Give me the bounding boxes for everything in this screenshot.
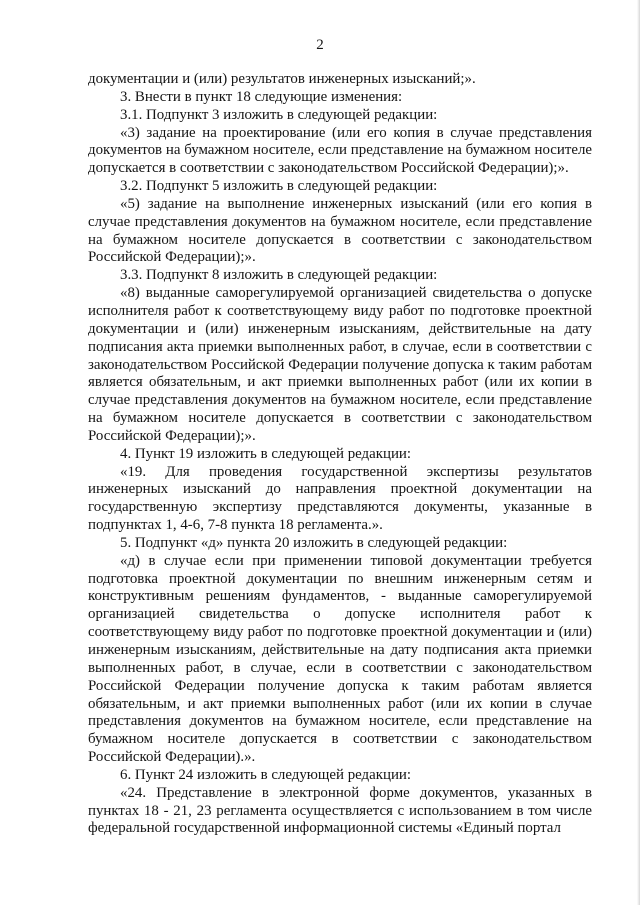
paragraph-item-3-1: 3.1. Подпункт 3 изложить в следующей редакции:: [120, 106, 438, 123]
paragraph-quote-24: «24. Представление в электронной форме документов, указанных в пунктах 18 - 21, 23 регламента осуществляется с использованием в том числе федеральной государственной информационной системы «Единый портал: [88, 784, 592, 837]
paragraph-item-3-3: 3.3. Подпункт 8 изложить в следующей редакции:: [120, 267, 438, 284]
paragraph-item-3: 3. Внести в пункт 18 следующие изменения:: [120, 88, 403, 105]
paragraph-item-5: 5. Подпункт «д» пункта 20 изложить в следующей редакции:: [120, 534, 508, 551]
paragraph-quote-5: «5) задание на выполнение инженерных изысканий (или его копия в случае представления документов на бумажном носителе, если представление на бумажном носителе допускается в соответствии с законодательством Российской Федерации);».: [88, 195, 592, 266]
paragraph-continuation: документации и (или) результатов инженерных изысканий;».: [88, 71, 476, 87]
paragraph-quote-8: «8) выданные саморегулируемой организацией свидетельства о допуске исполнителя работ к соответствующему виду работ по подготовке проектной документации и (или) инженерным изысканиям, действительные на дату подписания акта приемки выполненных работ, в случае, если в соответствии с законодательством Российской Федерации получение допуска к таким работам является обязательным, и акт приемки выполненных работ (или их копии в случае представления документов на бумажном носителе, если представление на бумажном носителе допускается в соответствии с законодательством Российской Федерации);».: [88, 285, 592, 444]
paragraph-item-4: 4. Пункт 19 изложить в следующей редакции:: [120, 445, 412, 462]
page-number: 2: [316, 37, 324, 53]
paragraph-quote-3: «3) задание на проектирование (или его копия в случае представления документов на бумажном носителе, если представление на бумажном носителе допускается в соответствии с законодательством Российской Федерации);».: [88, 124, 592, 177]
paragraph-item-3-2: 3.2. Подпункт 5 изложить в следующей редакции:: [120, 178, 438, 195]
paragraph-quote-19: «19. Для проведения государственной экспертизы результатов инженерных изысканий до направления проектной документации на государственную экспертизу представляются документы, указанные в подпунктах 1, 4-6, 7-8 пункта 18 регламента.».: [88, 463, 592, 534]
paragraph-item-6: 6. Пункт 24 изложить в следующей редакции:: [120, 766, 412, 783]
paragraph-quote-d: «д) в случае если при применении типовой документации требуется подготовка проектной документации по внешним инженерным сетям и конструктивным решениям фундаментов, - выданные саморегулируемой организацией свидетельства о допуске исполнителя работ к соответствующему виду работ по подготовке проектной документации и (или) инженерным изысканиям, действительные на дату подписания акта приемки выполненных работ, в случае, если в соответствии с законодательством Российской Федерации получение допуска к таким работам является обязательным, и акт приемки выполненных работ (или их копии в случае представления документов на бумажном носителе, если представление на бумажном носителе допускается в соответствии с законодательством Российской Федерации).».: [88, 552, 592, 766]
document-body: [88, 71, 592, 838]
